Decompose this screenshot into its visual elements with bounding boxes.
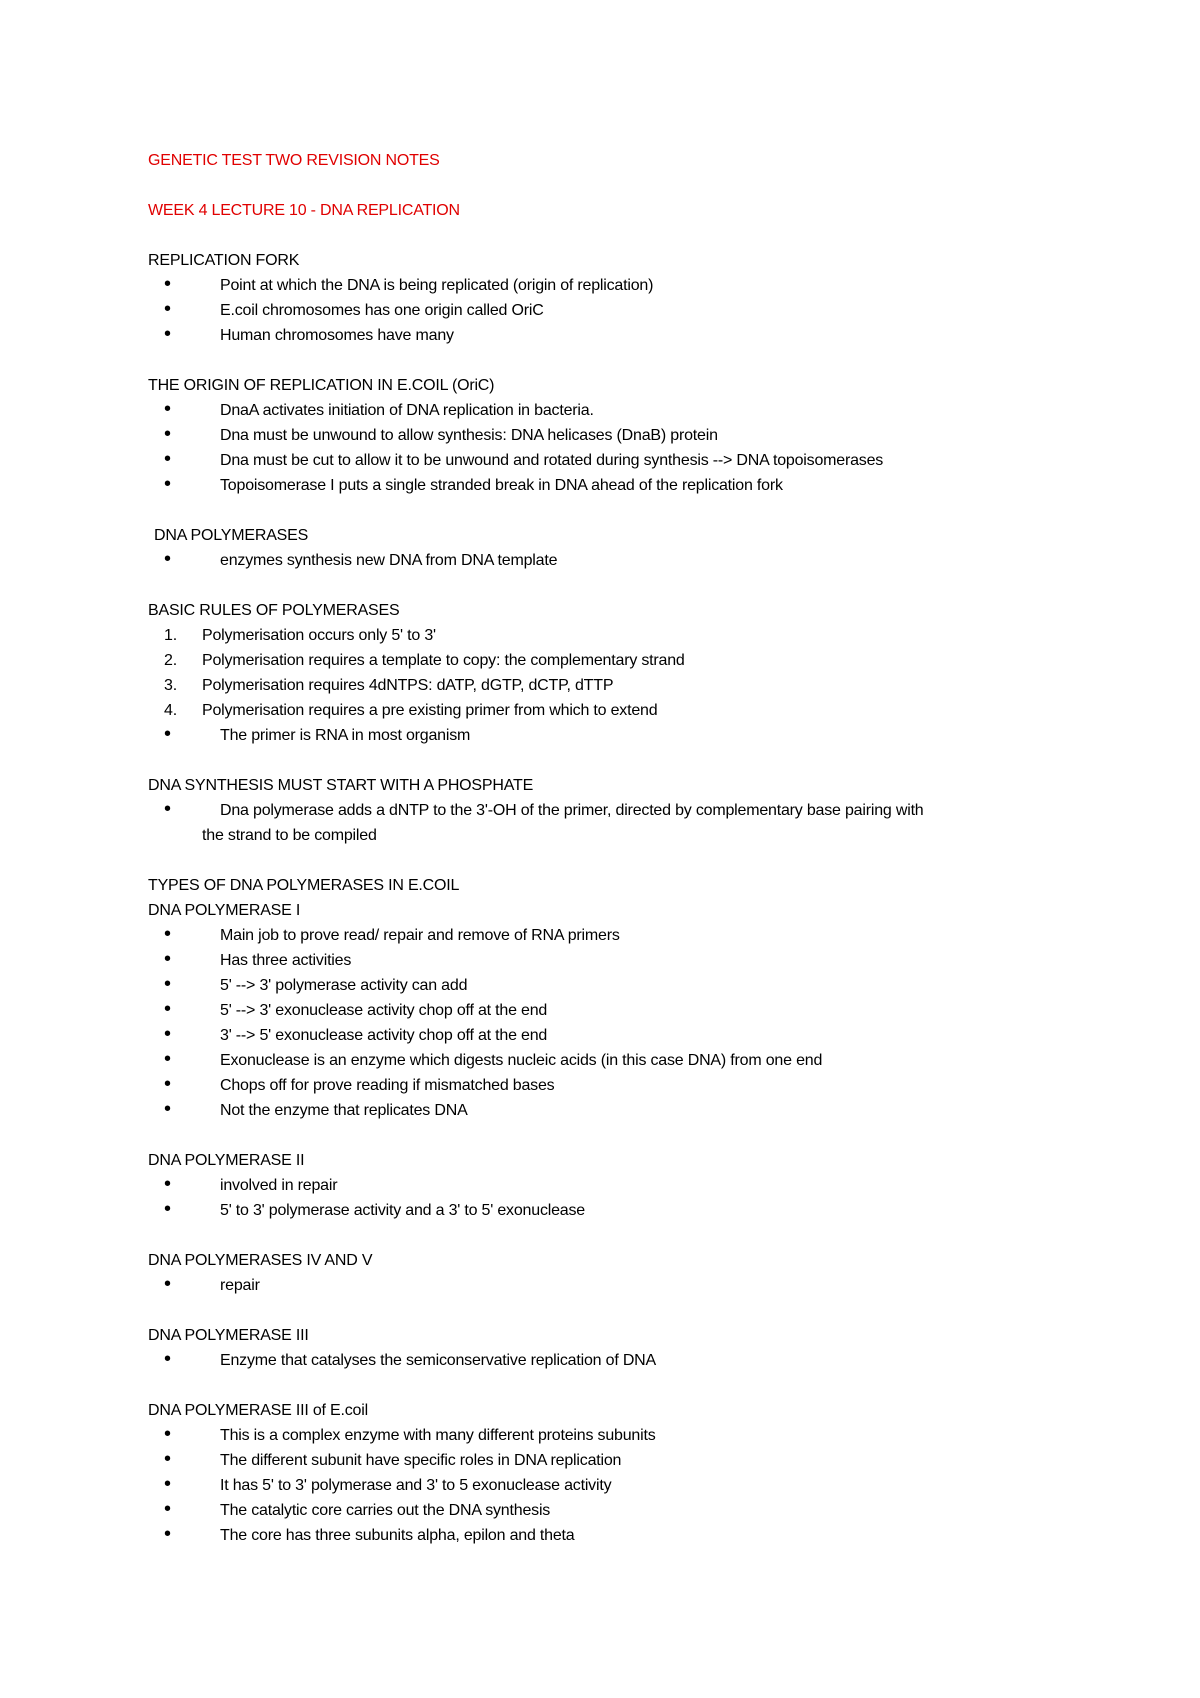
list-number: 1. xyxy=(164,627,177,644)
section-heading: DNA POLYMERASE III of E.coil xyxy=(148,1402,368,1419)
list-item: • The catalytic core carries out the DNA synthesis xyxy=(148,1498,1098,1523)
list-item: • Enzyme that catalyses the semiconservative replication of DNA xyxy=(148,1348,1098,1373)
section-heading: DNA POLYMERASE III xyxy=(148,1327,309,1344)
document-body xyxy=(148,148,1098,1548)
section-polymerases xyxy=(148,523,1098,573)
list-text-line-2: the strand to be compiled xyxy=(202,827,377,844)
list-item: • repair xyxy=(148,1273,1098,1298)
section-pol-4-5 xyxy=(148,1248,1098,1298)
section-heading: REPLICATION FORK xyxy=(148,252,300,269)
section-basic-rules xyxy=(148,598,1098,748)
numbered-list xyxy=(148,623,1098,723)
list-item xyxy=(148,623,1098,648)
section-heading: DNA POLYMERASE I xyxy=(148,902,301,919)
section-heading: DNA POLYMERASES IV AND V xyxy=(148,1252,373,1269)
list-item: • It has 5' to 3' polymerase and 3' to 5 exonuclease activity xyxy=(148,1473,1098,1498)
list-number: 4. xyxy=(164,702,177,719)
section-synthesis-start xyxy=(148,773,1098,848)
list-item xyxy=(148,798,1098,848)
list-item xyxy=(148,648,1098,673)
bullet-list xyxy=(148,1173,1098,1223)
bullet-list xyxy=(148,723,1098,748)
list-item: • Topoisomerase I puts a single stranded break in DNA ahead of the replication fork xyxy=(148,473,1098,498)
section-heading: BASIC RULES OF POLYMERASES xyxy=(148,602,400,619)
list-text-line-1: Dna polymerase adds a dNTP to the 3'-OH of the primer, directed by complementary base pairing with xyxy=(220,802,924,819)
list-item: • Dna must be unwound to allow synthesis: DNA helicases (DnaB) protein xyxy=(148,423,1098,448)
list-item: • This is a complex enzyme with many different proteins subunits xyxy=(148,1423,1098,1448)
list-number: 3. xyxy=(164,677,177,694)
section-heading: DNA SYNTHESIS MUST START WITH A PHOSPHATE xyxy=(148,777,534,794)
bullet-list xyxy=(148,273,1098,348)
list-item: • Human chromosomes have many xyxy=(148,323,1098,348)
list-item: • Not the enzyme that replicates DNA xyxy=(148,1098,1098,1123)
bullet-list xyxy=(148,1348,1098,1373)
section-heading: DNA POLYMERASES xyxy=(154,527,309,544)
list-item: • 5' --> 3' exonuclease activity chop off at the end xyxy=(148,998,1098,1023)
list-item: • Exonuclease is an enzyme which digests nucleic acids (in this case DNA) from one end xyxy=(148,1048,1098,1073)
list-item xyxy=(148,673,1098,698)
section-pol-1 xyxy=(148,898,1098,1123)
section-replication-fork xyxy=(148,248,1098,348)
list-item: • E.coil chromosomes has one origin called OriC xyxy=(148,298,1098,323)
bullet-list xyxy=(148,1423,1098,1548)
section-heading: TYPES OF DNA POLYMERASES IN E.COIL xyxy=(148,877,460,894)
list-text: Polymerisation requires 4dNTPS: dATP, dGTP, dCTP, dTTP xyxy=(202,677,614,694)
list-item: • DnaA activates initiation of DNA replication in bacteria. xyxy=(148,398,1098,423)
list-item: • Main job to prove read/ repair and remove of RNA primers xyxy=(148,923,1098,948)
list-item: • enzymes synthesis new DNA from DNA template xyxy=(148,548,1098,573)
list-item: • 3' --> 5' exonuclease activity chop off at the end xyxy=(148,1023,1098,1048)
section-origin xyxy=(148,373,1098,498)
section-heading: DNA POLYMERASE II xyxy=(148,1152,305,1169)
list-item: • The different subunit have specific roles in DNA replication xyxy=(148,1448,1098,1473)
list-text: Polymerisation occurs only 5' to 3' xyxy=(202,627,436,644)
list-item: • Point at which the DNA is being replicated (origin of replication) xyxy=(148,273,1098,298)
bullet-list xyxy=(148,548,1098,573)
list-item: • Dna must be cut to allow it to be unwound and rotated during synthesis --> DNA topoisomerases xyxy=(148,448,1098,473)
bullet-list xyxy=(148,398,1098,498)
section-pol-3-ecoli xyxy=(148,1398,1098,1548)
bullet-list xyxy=(148,1273,1098,1298)
section-heading: THE ORIGIN OF REPLICATION IN E.COIL (OriC) xyxy=(148,377,495,394)
section-pol-3 xyxy=(148,1323,1098,1373)
document-title: GENETIC TEST TWO REVISION NOTES xyxy=(148,152,440,169)
list-item xyxy=(148,698,1098,723)
list-item: • Chops off for prove reading if mismatched bases xyxy=(148,1073,1098,1098)
list-text: Polymerisation requires a template to copy: the complementary strand xyxy=(202,652,685,669)
list-item: • involved in repair xyxy=(148,1173,1098,1198)
list-item: • The primer is RNA in most organism xyxy=(148,723,1098,748)
list-item: • The core has three subunits alpha, epilon and theta xyxy=(148,1523,1098,1548)
list-item: • Has three activities xyxy=(148,948,1098,973)
section-types xyxy=(148,873,1098,898)
lecture-title: WEEK 4 LECTURE 10 - DNA REPLICATION xyxy=(148,202,460,219)
list-text: Polymerisation requires a pre existing primer from which to extend xyxy=(202,702,658,719)
bullet-list xyxy=(148,798,1098,848)
bullet-list xyxy=(148,923,1098,1123)
list-number: 2. xyxy=(164,652,177,669)
list-item: • 5' --> 3' polymerase activity can add xyxy=(148,973,1098,998)
section-pol-2 xyxy=(148,1148,1098,1223)
list-item: • 5' to 3' polymerase activity and a 3' to 5' exonuclease xyxy=(148,1198,1098,1223)
